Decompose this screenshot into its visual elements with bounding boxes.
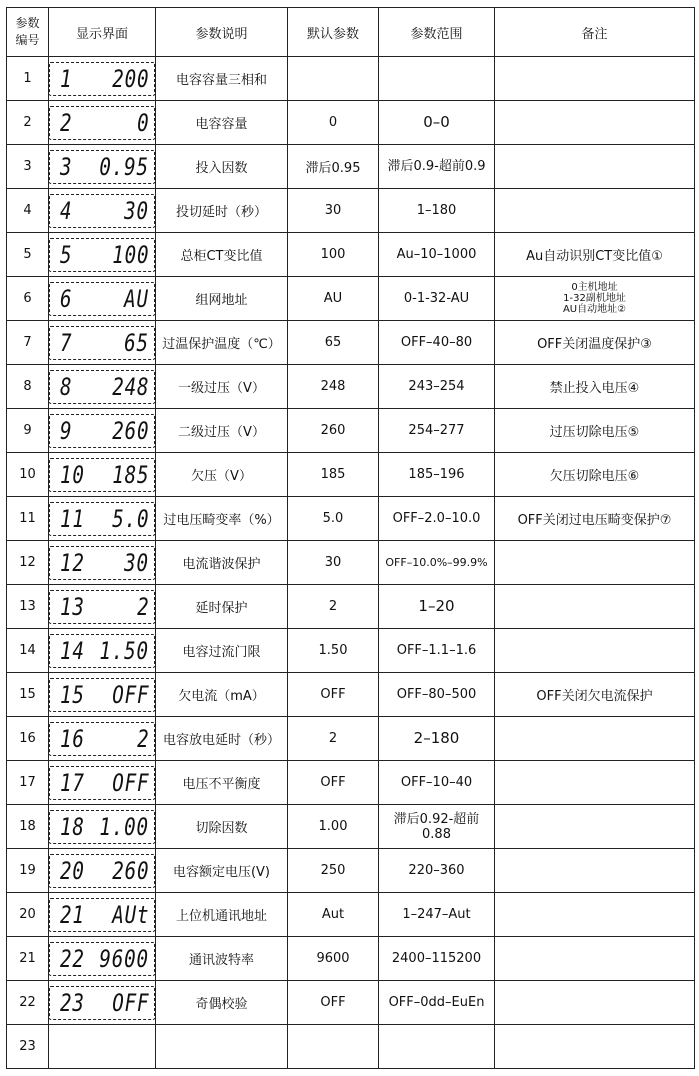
param-range: 1–180 [379, 189, 495, 233]
lcd-display [49, 106, 155, 140]
table-body [7, 57, 695, 1069]
param-default: OFF [288, 673, 379, 717]
param-range: 220–360 [379, 849, 495, 893]
param-default: AU [288, 277, 379, 321]
param-description: 电容容量三相和 [156, 57, 288, 101]
param-description: 延时保护 [156, 585, 288, 629]
param-default: 1.00 [288, 805, 379, 849]
param-default: 250 [288, 849, 379, 893]
param-number: 10 [7, 453, 49, 497]
table-row [7, 453, 695, 497]
lcd-param-code: 1 [60, 64, 73, 93]
param-default: 2 [288, 585, 379, 629]
display-cell [49, 365, 156, 409]
lcd-param-value: 248 [111, 372, 149, 401]
display-cell [49, 893, 156, 937]
param-note [495, 717, 695, 761]
param-note: 禁止投入电压④ [495, 365, 695, 409]
lcd-param-code: 11 [60, 504, 85, 533]
lcd-param-value: 30 [124, 196, 149, 225]
param-number: 15 [7, 673, 49, 717]
lcd-param-code: 9 [60, 416, 73, 445]
param-range [379, 805, 495, 849]
param-number: 17 [7, 761, 49, 805]
param-number: 9 [7, 409, 49, 453]
header-range: 参数范围 [379, 8, 495, 57]
note-line: 1-32副机地址 [563, 293, 626, 304]
param-number: 16 [7, 717, 49, 761]
lcd-display [49, 722, 155, 756]
param-number: 21 [7, 937, 49, 981]
lcd-param-code: 16 [60, 724, 85, 753]
param-range: OFF–1.1–1.6 [379, 629, 495, 673]
lcd-param-code: 3 [60, 152, 73, 181]
param-description: 电压不平衡度 [156, 761, 288, 805]
param-default: 185 [288, 453, 379, 497]
param-note [495, 1025, 695, 1069]
param-note [495, 189, 695, 233]
display-cell [49, 849, 156, 893]
table-row [7, 937, 695, 981]
table-row [7, 365, 695, 409]
param-number: 23 [7, 1025, 49, 1069]
table-row [7, 57, 695, 101]
param-description: 电容容量 [156, 101, 288, 145]
lcd-display [49, 414, 155, 448]
display-cell [49, 585, 156, 629]
table-row [7, 893, 695, 937]
table-row [7, 277, 695, 321]
display-cell [49, 937, 156, 981]
note-line: AU自动地址② [562, 304, 627, 315]
param-default: 248 [288, 365, 379, 409]
lcd-display [49, 370, 155, 404]
param-note [495, 761, 695, 805]
param-range: 0-1-32-AU [379, 277, 495, 321]
param-default: 30 [288, 189, 379, 233]
table-row [7, 673, 695, 717]
lcd-param-code: 15 [60, 680, 85, 709]
table-row [7, 849, 695, 893]
lcd-param-value: AU [124, 284, 149, 313]
param-range: 2400–115200 [379, 937, 495, 981]
param-note [495, 541, 695, 585]
param-default: OFF [288, 981, 379, 1025]
lcd-param-value: AUt [111, 900, 149, 929]
param-note: 过压切除电压⑤ [495, 409, 695, 453]
lcd-display [49, 634, 155, 668]
param-note [495, 849, 695, 893]
table-row [7, 233, 695, 277]
param-default: 100 [288, 233, 379, 277]
param-range: 185–196 [379, 453, 495, 497]
param-description: 电容放电延时（秒） [156, 717, 288, 761]
table-row [7, 717, 695, 761]
param-number: 3 [7, 145, 49, 189]
lcd-param-value: 2 [136, 592, 149, 621]
param-number: 6 [7, 277, 49, 321]
lcd-param-value: 100 [111, 240, 149, 269]
param-note [495, 629, 695, 673]
lcd-display [49, 458, 155, 492]
table-row [7, 497, 695, 541]
param-number: 13 [7, 585, 49, 629]
param-range: OFF–10.0%–99.9% [379, 541, 495, 585]
lcd-display [49, 766, 155, 800]
param-description: 投切延时（秒） [156, 189, 288, 233]
table-row [7, 981, 695, 1025]
display-cell [49, 321, 156, 365]
table-row [7, 761, 695, 805]
lcd-param-code: 5 [60, 240, 73, 269]
lcd-display [49, 238, 155, 272]
lcd-param-value: OFF [111, 768, 149, 797]
param-range: 滞后0.9-超前0.9 [379, 145, 495, 189]
param-description: 上位机通讯地址 [156, 893, 288, 937]
header-note: 备注 [495, 8, 695, 57]
lcd-param-code: 17 [60, 768, 85, 797]
lcd-param-code: 23 [60, 988, 85, 1017]
param-number: 7 [7, 321, 49, 365]
lcd-display [49, 194, 155, 228]
param-range: OFF–0dd–EuEn [379, 981, 495, 1025]
display-cell [49, 629, 156, 673]
param-note [495, 57, 695, 101]
table-row [7, 321, 695, 365]
lcd-display [49, 986, 155, 1020]
param-default: 9600 [288, 937, 379, 981]
param-description: 通讯波特率 [156, 937, 288, 981]
parameter-table [6, 7, 695, 1069]
param-range: OFF–2.0–10.0 [379, 497, 495, 541]
table-row [7, 189, 695, 233]
param-description: 欠电流（mA） [156, 673, 288, 717]
lcd-param-code: 13 [60, 592, 85, 621]
lcd-param-value: 30 [124, 548, 149, 577]
display-cell [49, 717, 156, 761]
param-description: 组网地址 [156, 277, 288, 321]
param-default: 0 [288, 101, 379, 145]
header-display: 显示界面 [49, 8, 156, 57]
param-range [379, 1025, 495, 1069]
display-cell [49, 57, 156, 101]
param-default [288, 57, 379, 101]
lcd-display [49, 942, 155, 976]
param-range: OFF–10–40 [379, 761, 495, 805]
lcd-param-value: 200 [111, 64, 149, 93]
lcd-display [49, 546, 155, 580]
display-cell [49, 761, 156, 805]
lcd-param-value: 0.95 [99, 152, 149, 181]
table-row [7, 101, 695, 145]
lcd-param-value: 5.0 [111, 504, 149, 533]
display-cell [49, 805, 156, 849]
param-number: 20 [7, 893, 49, 937]
lcd-param-code: 22 [60, 944, 85, 973]
param-note: OFF关闭欠电流保护 [495, 673, 695, 717]
lcd-param-code: 14 [60, 636, 85, 665]
lcd-display [49, 678, 155, 712]
lcd-display [49, 502, 155, 536]
param-range: 2–180 [379, 717, 495, 761]
param-description: 电容过流门限 [156, 629, 288, 673]
lcd-param-code: 6 [60, 284, 73, 313]
lcd-display [49, 150, 155, 184]
display-cell [49, 497, 156, 541]
param-range: Au–10–1000 [379, 233, 495, 277]
param-note [495, 277, 695, 321]
param-description: 投入因数 [156, 145, 288, 189]
param-note [495, 145, 695, 189]
lcd-param-value: 1.50 [99, 636, 149, 665]
lcd-param-value: 0 [136, 108, 149, 137]
param-default: 260 [288, 409, 379, 453]
param-range: 254–277 [379, 409, 495, 453]
param-note [495, 937, 695, 981]
param-note [495, 805, 695, 849]
param-number: 5 [7, 233, 49, 277]
param-number: 22 [7, 981, 49, 1025]
display-cell [49, 145, 156, 189]
table-row [7, 409, 695, 453]
param-default: 65 [288, 321, 379, 365]
param-note [495, 981, 695, 1025]
param-note [495, 585, 695, 629]
param-default: Aut [288, 893, 379, 937]
param-description: 二级过压（V） [156, 409, 288, 453]
range-line: 滞后0.92-超前 [393, 811, 480, 827]
param-range: 1–247–Aut [379, 893, 495, 937]
lcd-display [49, 282, 155, 316]
param-number: 18 [7, 805, 49, 849]
lcd-param-code: 21 [60, 900, 85, 929]
table-row [7, 805, 695, 849]
param-description: 奇偶校验 [156, 981, 288, 1025]
param-note: Au自动识别CT变比值① [495, 233, 695, 277]
note-line: 0主机地址 [571, 282, 618, 293]
lcd-param-value: 260 [111, 856, 149, 885]
lcd-display [49, 62, 155, 96]
param-description: 欠压（V） [156, 453, 288, 497]
lcd-display [49, 898, 155, 932]
lcd-param-value: 1.00 [99, 812, 149, 841]
param-note [495, 893, 695, 937]
header-default: 默认参数 [288, 8, 379, 57]
param-range: 1–20 [379, 585, 495, 629]
table-header-row [7, 8, 695, 57]
lcd-param-value: OFF [111, 680, 149, 709]
param-range [379, 57, 495, 101]
param-number: 12 [7, 541, 49, 585]
param-number: 11 [7, 497, 49, 541]
lcd-display [49, 590, 155, 624]
param-number: 4 [7, 189, 49, 233]
param-note: 欠压切除电压⑥ [495, 453, 695, 497]
param-default: 1.50 [288, 629, 379, 673]
param-note [495, 101, 695, 145]
display-cell [49, 1025, 156, 1069]
param-note: OFF关闭过电压畸变保护⑦ [495, 497, 695, 541]
param-range: OFF–80–500 [379, 673, 495, 717]
param-default: 5.0 [288, 497, 379, 541]
param-description: 切除因数 [156, 805, 288, 849]
display-cell [49, 101, 156, 145]
param-description: 一级过压（V） [156, 365, 288, 409]
lcd-param-value: OFF [111, 988, 149, 1017]
table-row [7, 541, 695, 585]
display-cell [49, 277, 156, 321]
lcd-param-value: 260 [111, 416, 149, 445]
header-param-number: 参数 编号 [7, 8, 49, 57]
display-cell [49, 409, 156, 453]
range-line: 0.88 [422, 826, 451, 842]
table-row [7, 1025, 695, 1069]
lcd-param-code: 4 [60, 196, 73, 225]
lcd-display [49, 326, 155, 360]
lcd-display [49, 810, 155, 844]
param-default: 30 [288, 541, 379, 585]
table-row [7, 585, 695, 629]
display-cell [49, 189, 156, 233]
param-default [288, 1025, 379, 1069]
param-default: 滞后0.95 [288, 145, 379, 189]
param-description: 过电压畸变率（%） [156, 497, 288, 541]
lcd-param-code: 8 [60, 372, 73, 401]
lcd-param-code: 10 [60, 460, 85, 489]
param-note: OFF关闭温度保护③ [495, 321, 695, 365]
param-default: OFF [288, 761, 379, 805]
param-description: 电容额定电压(V) [156, 849, 288, 893]
param-description: 过温保护温度（℃） [156, 321, 288, 365]
param-description: 总柜CT变比值 [156, 233, 288, 277]
param-range: 243–254 [379, 365, 495, 409]
lcd-param-code: 2 [60, 108, 73, 137]
lcd-param-code: 7 [60, 328, 73, 357]
lcd-param-code: 20 [60, 856, 85, 885]
param-range: OFF–40–80 [379, 321, 495, 365]
param-number: 2 [7, 101, 49, 145]
param-number: 1 [7, 57, 49, 101]
lcd-param-code: 12 [60, 548, 85, 577]
display-cell [49, 673, 156, 717]
param-number: 19 [7, 849, 49, 893]
lcd-param-value: 185 [111, 460, 149, 489]
lcd-param-code: 18 [60, 812, 85, 841]
lcd-param-value: 2 [136, 724, 149, 753]
lcd-param-value: 9600 [99, 944, 149, 973]
lcd-param-value: 65 [124, 328, 149, 357]
param-description: 电流谐波保护 [156, 541, 288, 585]
display-cell [49, 541, 156, 585]
param-default: 2 [288, 717, 379, 761]
param-number: 14 [7, 629, 49, 673]
param-number: 8 [7, 365, 49, 409]
display-cell [49, 233, 156, 277]
display-cell [49, 453, 156, 497]
table-row [7, 629, 695, 673]
param-range: 0–0 [379, 101, 495, 145]
lcd-display [49, 854, 155, 888]
table-row [7, 145, 695, 189]
param-description [156, 1025, 288, 1069]
display-cell [49, 981, 156, 1025]
header-description: 参数说明 [156, 8, 288, 57]
